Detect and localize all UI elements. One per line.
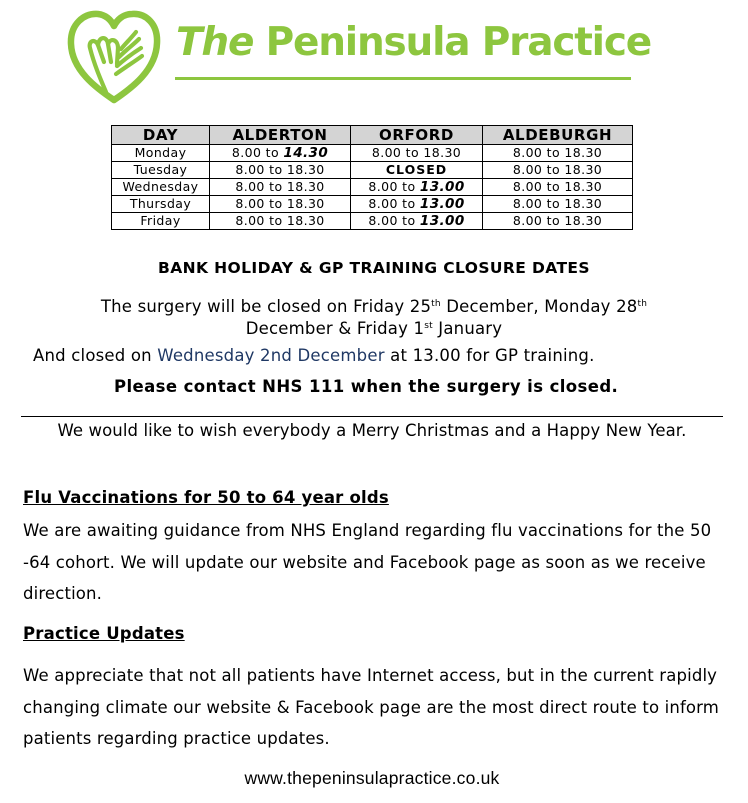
updates-section-title: Practice Updates <box>23 624 185 643</box>
opening-hours-table <box>111 125 633 230</box>
ordinal-suffix: st <box>424 321 433 331</box>
aldeburgh-cell: 8.00 to 18.30 <box>483 213 633 230</box>
cell-emphasis: 14.30 <box>283 145 329 161</box>
season-greeting: We would like to wish everybody a Merry Christmas and a Happy New Year. <box>57 421 687 440</box>
orford-cell-closed <box>351 162 483 179</box>
orford-cell <box>351 145 483 162</box>
alderton-cell <box>210 162 351 179</box>
ordinal-suffix: th <box>637 299 648 309</box>
closure-text-part: December & Friday 1 <box>245 319 425 338</box>
training-date: Wednesday 2nd December <box>157 346 385 365</box>
aldeburgh-cell: 8.00 to 18.30 <box>483 162 633 179</box>
alderton-cell <box>210 179 351 196</box>
day-cell: Monday <box>112 145 210 162</box>
updates-section-body: We appreciate that not all patients have Internet access, but in the current rapidly changing climate our website & Facebook page are the most direct route to inform patients regarding practice updates. <box>23 666 720 748</box>
table-row <box>112 213 633 230</box>
ordinal-suffix: th <box>431 299 441 309</box>
heart-hands-logo-icon <box>66 8 162 106</box>
alderton-cell <box>210 145 351 162</box>
day-cell: Tuesday <box>112 162 210 179</box>
aldeburgh-cell: 8.00 to 18.30 <box>483 179 633 196</box>
aldeburgh-cell: 8.00 to 18.30 <box>483 145 633 162</box>
table-row <box>112 145 633 162</box>
nhs-111-notice: Please contact NHS 111 when the surgery is closed. <box>114 377 619 396</box>
orford-cell <box>351 179 483 196</box>
day-cell: Friday <box>112 213 210 230</box>
closure-text-part: January <box>432 319 503 338</box>
table-row <box>112 196 633 213</box>
training-text-part: And closed on <box>33 346 158 365</box>
cell-text: 8.00 to 18.30 <box>235 196 325 211</box>
aldeburgh-cell: 8.00 to 18.30 <box>483 196 633 213</box>
section-divider <box>21 416 723 417</box>
closure-text-part: December, Monday 28 <box>440 297 638 316</box>
cell-emphasis: 13.00 <box>419 196 465 212</box>
cell-text: 8.00 to <box>368 179 420 194</box>
alderton-cell <box>210 213 351 230</box>
flu-section-title: Flu Vaccinations for 50 to 64 year olds <box>23 488 389 507</box>
orford-cell <box>351 213 483 230</box>
table-row <box>112 179 633 196</box>
table-row <box>112 162 633 179</box>
gp-training-text <box>33 346 595 365</box>
cell-text: 8.00 to 18.30 <box>235 179 325 194</box>
training-text-part: at 13.00 for GP training. <box>384 346 595 365</box>
cell-text: 8.00 to <box>368 196 420 211</box>
column-header-aldeburgh: ALDEBURGH <box>483 126 633 145</box>
practice-name-main: Peninsula Practice <box>265 20 652 65</box>
cell-text: 8.00 to <box>368 213 420 228</box>
cell-text: 8.00 to 18.30 <box>235 162 325 177</box>
alderton-cell <box>210 196 351 213</box>
orford-cell <box>351 196 483 213</box>
day-cell: Thursday <box>112 196 210 213</box>
website-url: www.thepeninsulapractice.co.uk <box>244 768 500 788</box>
column-header-day: DAY <box>112 126 210 145</box>
cell-text: 8.00 to <box>231 145 284 160</box>
practice-name <box>176 20 651 65</box>
brand-underline <box>175 77 631 80</box>
column-header-orford: ORFORD <box>351 126 483 145</box>
table-header-row <box>112 126 633 145</box>
practice-name-the: The <box>176 20 254 65</box>
cell-emphasis: 13.00 <box>419 179 465 195</box>
cell-text: 8.00 to 18.30 <box>371 145 462 160</box>
cell-emphasis: 13.00 <box>419 213 465 229</box>
cell-text: CLOSED <box>385 162 448 177</box>
closure-heading: BANK HOLIDAY & GP TRAINING CLOSURE DATES <box>157 259 590 277</box>
flu-section-body: We are awaiting guidance from NHS England regarding flu vaccinations for the 50 -64 cohort. We will update our website and Facebook page as soon as we receive direction. <box>23 521 712 603</box>
closure-text-part: The surgery will be closed on Friday 25 <box>100 297 432 316</box>
day-cell: Wednesday <box>112 179 210 196</box>
closure-dates-text <box>0 296 748 340</box>
cell-text: 8.00 to 18.30 <box>235 213 325 228</box>
column-header-alderton: ALDERTON <box>210 126 351 145</box>
